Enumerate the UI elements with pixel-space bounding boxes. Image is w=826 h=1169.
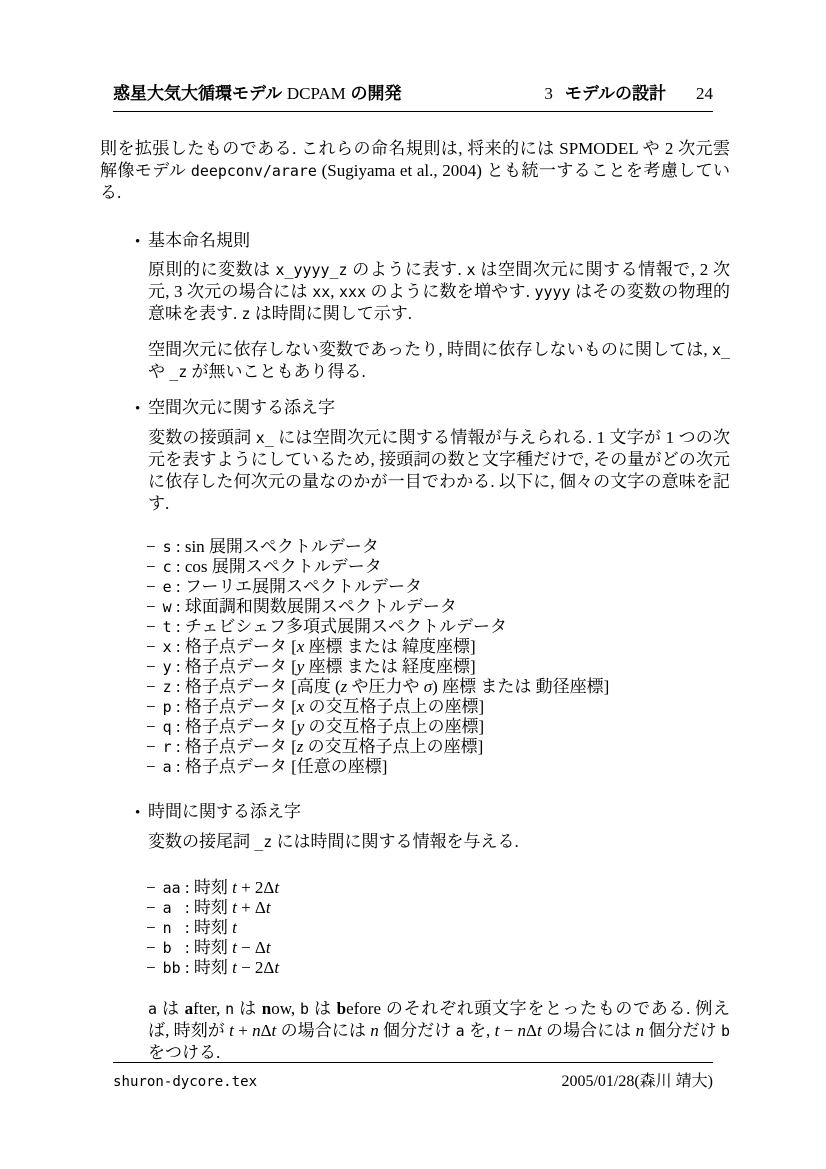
- spatial-suffix-list: [146, 537, 730, 777]
- text-segment: b: [300, 1000, 310, 1018]
- header-section-number: 3: [544, 84, 553, 103]
- text-segment: 格子点データ [: [184, 737, 297, 756]
- list-item: [146, 657, 730, 677]
- text-segment: _z: [254, 833, 273, 851]
- list-item-key: a: [162, 758, 172, 776]
- text-segment: 則を拡張したものである. これらの命名規則は, 将来的には SPMODEL や 2 次元雲解像モデル: [100, 139, 730, 180]
- text-segment: 時刻: [193, 938, 233, 957]
- text-segment: t: [274, 878, 280, 897]
- list-item-description: [185, 537, 379, 556]
- text-segment: y: [296, 657, 305, 676]
- dash-marker: −: [146, 757, 156, 776]
- text-segment: の交互格子点上の座標]: [304, 697, 485, 716]
- list-item-key: bb: [162, 959, 181, 977]
- text-segment: efore のそれぞれ頭文字をとったものである. 例えば, 時刻が: [148, 999, 730, 1040]
- list-item-separator: :: [171, 557, 185, 576]
- list-item-description: [194, 958, 279, 977]
- dash-marker: −: [146, 677, 156, 696]
- paragraph-spatial-prefix: [148, 427, 730, 515]
- text-segment: − 2Δ: [236, 958, 275, 977]
- text-segment: をつける.: [148, 1043, 221, 1062]
- page-body: [100, 138, 730, 1064]
- text-segment: +: [233, 1021, 253, 1040]
- header-section-title: モデルの設計: [564, 84, 666, 103]
- paragraph-naming-scheme: [148, 259, 730, 325]
- list-item-separator: :: [171, 757, 185, 776]
- text-segment: t: [265, 938, 271, 957]
- text-segment: t: [271, 1021, 277, 1040]
- text-segment: x: [296, 697, 305, 716]
- list-item-separator: :: [180, 938, 194, 957]
- text-segment: x: [466, 261, 476, 279]
- text-segment: n: [635, 1021, 645, 1040]
- list-item-description: [185, 637, 476, 656]
- text-segment: 変数の接頭詞: [148, 428, 256, 447]
- dash-marker: −: [146, 577, 156, 596]
- text-segment: 時刻: [193, 878, 233, 897]
- list-item-key: b: [162, 939, 172, 957]
- list-item-separator: :: [171, 737, 185, 756]
- text-segment: ow,: [271, 999, 301, 1018]
- header-page-number: 24: [696, 84, 713, 103]
- text-segment: が無いこともあり得る.: [187, 362, 366, 381]
- list-item-description: [185, 657, 476, 676]
- text-segment: (Sugiyama et al., 2004) とも統一することを考慮している.: [100, 161, 730, 202]
- text-segment: _z: [169, 363, 188, 381]
- text-segment: 格子点データ [: [184, 697, 297, 716]
- list-item: [146, 717, 730, 737]
- text-segment: t: [232, 918, 237, 937]
- text-segment: a: [455, 1022, 465, 1040]
- text-segment: 時刻: [193, 918, 233, 937]
- footer-date-author: 2005/01/28(森川 靖大): [561, 1073, 713, 1090]
- list-item-description: [185, 617, 507, 636]
- list-item: [146, 737, 730, 757]
- list-item: [146, 677, 730, 697]
- text-segment: の場合には: [276, 1021, 371, 1040]
- list-item-key: s: [162, 538, 172, 556]
- text-segment: t: [265, 898, 271, 917]
- list-item: [146, 597, 730, 617]
- text-segment: −: [499, 1021, 518, 1040]
- list-item: [146, 617, 730, 637]
- bullet-basic-naming-rules: [100, 230, 730, 253]
- list-item-description: [185, 577, 422, 596]
- section-title-spatial-suffix: 空間次元に関する添え字: [148, 398, 335, 417]
- text-segment: のように表す.: [347, 260, 467, 279]
- dash-marker: −: [146, 878, 156, 897]
- list-item: [146, 958, 730, 978]
- text-segment: z: [340, 677, 348, 696]
- list-item-separator: :: [171, 617, 185, 636]
- list-item-description: [194, 898, 271, 917]
- list-item-key: x: [162, 638, 172, 656]
- text-segment: は: [309, 999, 337, 1018]
- text-segment: は: [234, 999, 262, 1018]
- dash-marker: −: [146, 717, 156, 736]
- list-item-separator: :: [171, 637, 185, 656]
- text-segment: は時間に関して示す.: [250, 304, 413, 323]
- text-segment: y: [296, 717, 305, 736]
- text-segment: t: [494, 1021, 500, 1040]
- bullet-icon: •: [135, 234, 141, 250]
- text-segment: n: [261, 999, 272, 1018]
- list-item-separator: :: [171, 597, 185, 616]
- list-item-separator: :: [171, 537, 185, 556]
- list-item-description: [185, 697, 484, 716]
- list-item: [146, 637, 730, 657]
- list-item-description: [185, 737, 483, 756]
- list-item: [146, 878, 730, 898]
- list-item-key: p: [162, 698, 172, 716]
- text-segment: b: [336, 999, 347, 1018]
- text-segment: n: [225, 1000, 235, 1018]
- text-segment: 球面調和関数展開スペクトルデータ: [184, 597, 457, 616]
- text-segment: Δ: [526, 1021, 537, 1040]
- text-segment: には時間に関する情報を与える.: [272, 832, 519, 851]
- list-item-separator: :: [171, 717, 185, 736]
- list-item: [146, 898, 730, 918]
- text-segment: sin 展開スペクトルデータ: [184, 537, 379, 556]
- dash-marker: −: [146, 737, 156, 756]
- text-segment: 時刻: [193, 898, 233, 917]
- paragraph-optional-affixes: [148, 339, 730, 383]
- text-segment: cos 展開スペクトルデータ: [184, 557, 382, 576]
- text-segment: a: [148, 1000, 158, 1018]
- text-segment: を,: [464, 1021, 495, 1040]
- text-segment: x_yyyy_z: [275, 261, 348, 279]
- dash-marker: −: [146, 557, 156, 576]
- intro-paragraph: [100, 138, 730, 204]
- text-segment: fter,: [193, 999, 226, 1018]
- text-segment: t: [274, 958, 280, 977]
- dash-marker: −: [146, 617, 156, 636]
- list-item-separator: :: [180, 958, 194, 977]
- text-segment: n: [252, 1021, 261, 1040]
- text-segment: x_: [711, 341, 730, 359]
- list-item-description: [185, 597, 457, 616]
- text-segment: 個分だけ: [644, 1021, 722, 1040]
- section-title-time-suffix: 時間に関する添え字: [148, 802, 301, 821]
- list-item-key: c: [162, 558, 172, 576]
- text-segment: t: [232, 958, 237, 977]
- list-item-description: [194, 938, 271, 957]
- dash-marker: −: [146, 958, 156, 977]
- text-segment: のように数を増やす.: [366, 282, 535, 301]
- bullet-spatial-suffix: [100, 397, 730, 420]
- bullet-icon: •: [135, 805, 141, 821]
- list-item-key: q: [162, 718, 172, 736]
- list-item-separator: :: [171, 677, 185, 696]
- text-segment: + Δ: [236, 898, 266, 917]
- footer-filename: shuron-dycore.tex: [113, 1074, 258, 1090]
- list-item-separator: :: [171, 697, 185, 716]
- text-segment: DCPAM: [286, 84, 346, 103]
- text-segment: Δ: [260, 1021, 272, 1040]
- list-item-description: [185, 557, 382, 576]
- text-segment: 惑星大気大循環モデル: [113, 84, 287, 103]
- text-segment: x_: [255, 429, 274, 447]
- text-segment: b: [721, 1022, 731, 1040]
- list-item-description: [185, 757, 388, 776]
- bullet-icon: •: [135, 401, 141, 417]
- text-segment: yyyy: [534, 283, 571, 301]
- header-title: [113, 84, 402, 104]
- list-item-description: [194, 918, 237, 937]
- text-segment: ,: [330, 282, 339, 301]
- time-suffix-list: [146, 878, 730, 978]
- list-item-key: w: [162, 598, 172, 616]
- text-segment: t: [232, 938, 237, 957]
- text-segment: xx: [312, 283, 331, 301]
- text-segment: deepconv/arare: [190, 162, 317, 180]
- list-item: [146, 537, 730, 557]
- text-segment: a: [184, 999, 194, 1018]
- text-segment: や圧力や: [347, 677, 424, 696]
- text-segment: は空間次元に関する情報で, 2 次元, 3 次元の場合には: [148, 260, 731, 301]
- text-segment: t: [536, 1021, 542, 1040]
- list-item-key: aa: [162, 879, 181, 897]
- text-segment: n: [370, 1021, 379, 1040]
- list-item: [146, 757, 730, 777]
- dash-marker: −: [146, 918, 156, 937]
- dash-marker: −: [146, 898, 156, 917]
- text-segment: フーリエ展開スペクトルデータ: [184, 577, 422, 596]
- page-footer: [113, 1062, 713, 1092]
- list-item: [146, 557, 730, 577]
- text-segment: の交互格子点上の座標]: [303, 737, 484, 756]
- text-segment: 格子点データ [: [184, 717, 297, 736]
- text-segment: σ: [423, 677, 433, 696]
- list-item-key: z: [162, 678, 172, 696]
- text-segment: の開発: [345, 84, 402, 103]
- text-segment: の場合には: [541, 1021, 636, 1040]
- text-segment: z: [296, 737, 304, 756]
- text-segment: には空間次元に関する情報が与えられる. 1 文字が 1 つの次元を表すようにしているため, 接頭詞の数と文字種だけで, その量がどの次元に依存した何次元の量なのかが一目でわかる. 以下に, 個々の文字の意味を記す.: [148, 428, 731, 513]
- text-segment: z: [241, 305, 251, 323]
- page-header: [113, 84, 713, 112]
- dash-marker: −: [146, 938, 156, 957]
- list-item-description: [185, 677, 609, 696]
- list-item-separator: :: [180, 898, 194, 917]
- text-segment: xxx: [339, 283, 367, 301]
- text-segment: 時刻: [193, 958, 233, 977]
- dash-marker: −: [146, 697, 156, 716]
- text-segment: 格子点データ [: [184, 657, 297, 676]
- text-segment: + 2Δ: [236, 878, 275, 897]
- list-item-key: e: [162, 578, 172, 596]
- dash-marker: −: [146, 657, 156, 676]
- header-section-info: [544, 84, 713, 104]
- text-segment: 格子点データ [高度 (: [184, 677, 341, 696]
- section-title-basic-naming: 基本命名規則: [148, 231, 250, 250]
- text-segment: x: [296, 637, 305, 656]
- text-segment: ) 座標 または 動径座標]: [432, 677, 610, 696]
- dash-marker: −: [146, 597, 156, 616]
- text-segment: 個分だけ: [378, 1021, 456, 1040]
- list-item-description: [185, 717, 484, 736]
- text-segment: t: [229, 1021, 234, 1040]
- text-segment: − Δ: [236, 938, 266, 957]
- list-item-key: n: [162, 919, 172, 937]
- text-segment: t: [232, 898, 237, 917]
- list-item: [146, 577, 730, 597]
- list-item: [146, 938, 730, 958]
- bullet-time-suffix: [100, 801, 730, 824]
- text-segment: 格子点データ [任意の座標]: [184, 757, 388, 776]
- text-segment: 変数の接尾詞: [148, 832, 255, 851]
- paragraph-time-suffix: [148, 831, 730, 853]
- list-item-separator: :: [180, 918, 194, 937]
- dash-marker: −: [146, 637, 156, 656]
- text-segment: 格子点データ [: [184, 637, 297, 656]
- text-segment: 原則的に変数は: [148, 260, 276, 279]
- list-item-separator: :: [171, 657, 185, 676]
- list-item-key: t: [162, 618, 172, 636]
- text-segment: n: [517, 1021, 527, 1040]
- list-item: [146, 697, 730, 717]
- text-segment: はその変数の物理的意味を表す.: [148, 282, 731, 323]
- list-item-description: [194, 878, 279, 897]
- text-segment: 座標 または 経度座標]: [304, 657, 476, 676]
- list-item-separator: :: [171, 577, 185, 596]
- list-item-key: y: [162, 658, 172, 676]
- text-segment: 座標 または 緯度座標]: [304, 637, 476, 656]
- text-segment: t: [232, 878, 237, 897]
- list-item-separator: :: [180, 878, 194, 897]
- text-segment: 空間次元に依存しない変数であったり, 時間に依存しないものに関しては,: [148, 340, 712, 359]
- text-segment: や: [148, 362, 170, 381]
- list-item: [146, 918, 730, 938]
- text-segment: の交互格子点上の座標]: [304, 717, 485, 736]
- text-segment: は: [157, 999, 185, 1018]
- list-item-key: r: [162, 738, 172, 756]
- dash-marker: −: [146, 537, 156, 556]
- list-item-key: a: [162, 899, 172, 917]
- paragraph-after-now-before: [148, 998, 730, 1064]
- text-segment: チェビシェフ多項式展開スペクトルデータ: [184, 617, 507, 636]
